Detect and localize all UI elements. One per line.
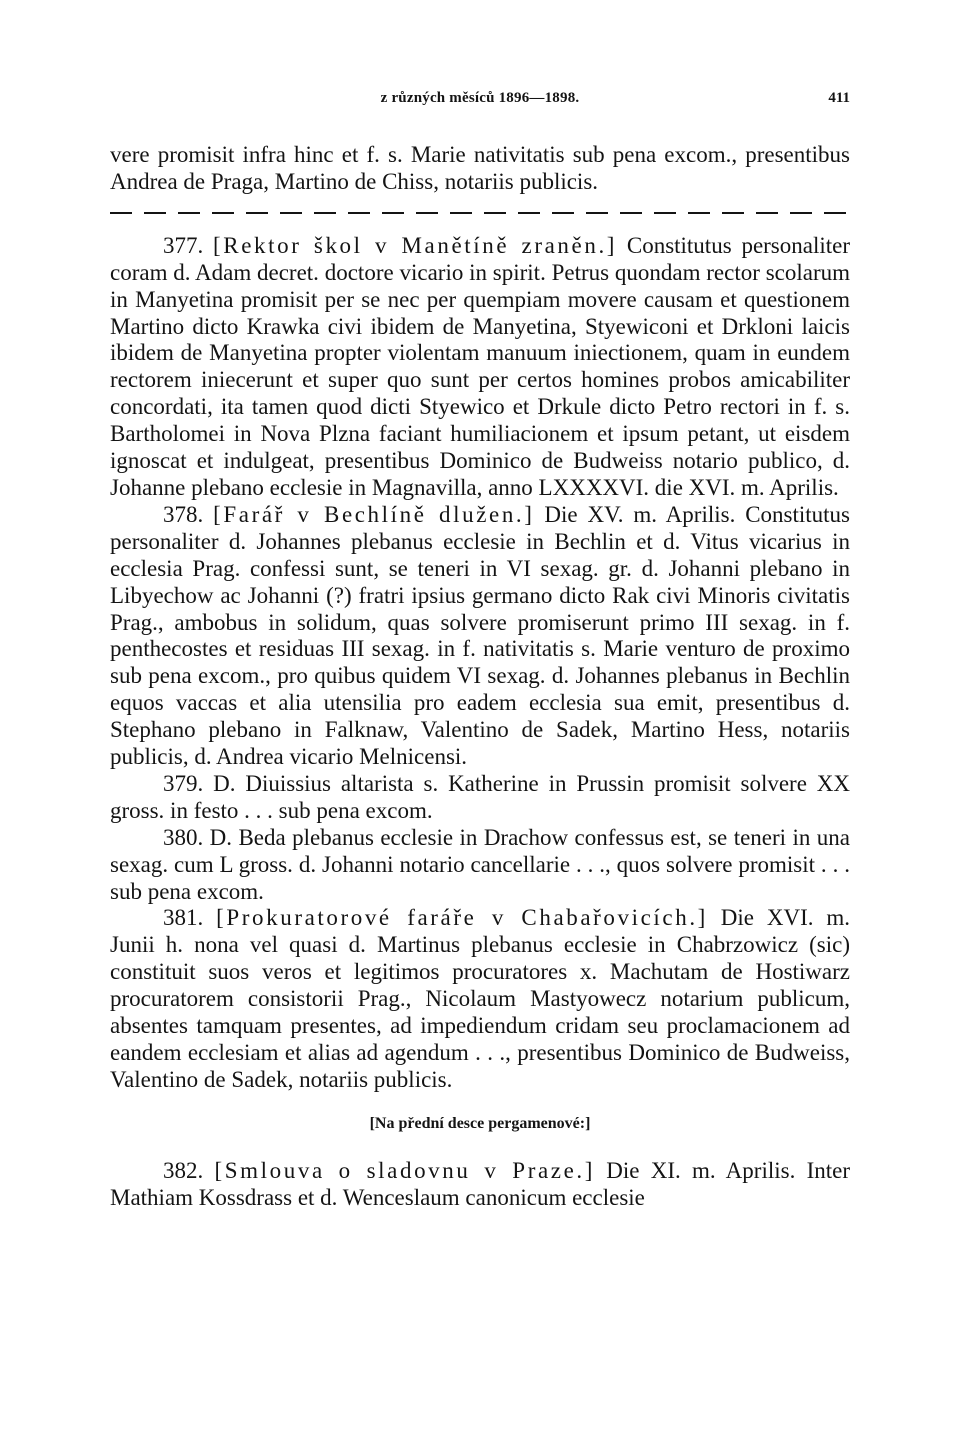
entry-number: 382. [163,1157,215,1183]
entry-text: Die XV. m. Aprilis. Constitutus personaliter d. Johannes plebanus ecclesie in Bechlin et d. Vitus vicarius in ecclesia Prag. confessi sunt, se teneri in VI sexag. gr. d. Johanni plebano in Libyechow ac Johanni (?) fratri ipsius germano dicto Rak civi Minoris civitatis Prag., ambobus in solidum, quas solvere promiserunt primo III sexag. in f. penthecostes et residuas III sexag. in f. nativitatis s. Marie venturo de proximo sub pena excom., pro quibus quidem VI sexag. d. Johannes plebanus in Bechlin equos vaccas et alia utensilia pro eadem ecclesia sua emit, presentibus d. Stephano plebano in Falknaw, Valentino de Sadek, Martino Hess, notariis publicis, d. Andrea vicario Melnicensi. [110,501,851,770]
entry-number: 379. [163,770,214,796]
entry-title: [Farář v Bechlíně dlužen.] [213,501,535,527]
entry-title: [Rektor škol v Manětíně zraněn.] [213,232,618,258]
entry-380 [110,825,850,906]
header-title: z různých měsíců 1896—1898. [380,90,580,106]
entry-377 [110,233,850,502]
entry-text: D. Diuissius altarista s. Katherine in Prussin promisit solvere XX gross. in festo . . . sub pena excom. [110,770,851,823]
entry-title: [Smlouva o sladovnu v Praze.] [214,1157,595,1183]
entry-379 [110,771,850,825]
entry-title: [Prokuratorové faráře v Chabařovicích.] [216,905,708,931]
dashed-separator [110,212,850,214]
continuation-paragraph: vere promisit infra hinc et f. s. Marie nativitatis sub pena excom., presentibus Andrea de Praga, Martino de Chiss, notariis publicis. [110,142,850,194]
entry-text: Die XI. m. Aprilis. Inter Mathiam Kossdrass et d. Wenceslaum canonicum ecclesie [110,1157,851,1210]
entry-text: D. Beda plebanus ecclesie in Drachow confessus est, se teneri in una sexag. cum L gross. d. Johanni notario cancellarie . . ., quos solvere promisit . . . sub pena excom. [110,824,850,904]
entry-number: 381. [163,905,217,931]
entry-number: 380. [163,824,210,850]
entry-number: 377. [163,232,214,258]
entry-number: 378. [163,501,214,527]
body-text [110,142,850,1212]
entry-378 [110,502,850,771]
entry-text: Constitutus personaliter coram d. Adam decret. doctore vicario in spirit. Petrus quondam rector scolarum in Manyetina promisit per se nec per quempiam movere causam et questionem Martino dicto Krawka civi ibidem de Manyetina, Styewiconi et Drkloni laicis ibidem de Manyetina propter violentam manuum iniectionem, quam in eundem rectorem iniecerunt et super quo sunt per certos homines probos amicabiliter concordati, ita tamen quod dicti Styewico et Drkule dicto Petro rectori in f. s. Bartholomei in Nova Plzna faciant humiliacionem et ipsum petant, ut eisdem ignoscat et indulgeat, presentibus Dominico de Budweiss notario publico, d. Johanne plebano ecclesie in Magnavilla, anno LXXXXVI. die XVI. m. Aprilis. [110,232,851,500]
entry-382 [110,1158,850,1212]
entry-381 [110,905,850,1093]
page-number: 411 [828,90,850,106]
entry-text: Die XVI. m. Junii h. nona vel quasi d. Martinus plebanus ecclesie in Chabrzowicz (sic) constituit suos veros et legitimos procuratores x. Machutam de Hostiwarz procuratorem consistorii Prag., Nicolaum Mastyowecz notarium publicum, absentes tamquam presentes, ad impediendum cridam seu proclamacionem ad eandem ecclesiam et alias ad agendum . . ., presentibus Dominico de Budweiss, Valentino de Sadek, notariis publicis. [110,905,851,1092]
running-header [110,90,850,114]
section-heading: [Na přední desce pergamenové:] [369,1114,591,1132]
